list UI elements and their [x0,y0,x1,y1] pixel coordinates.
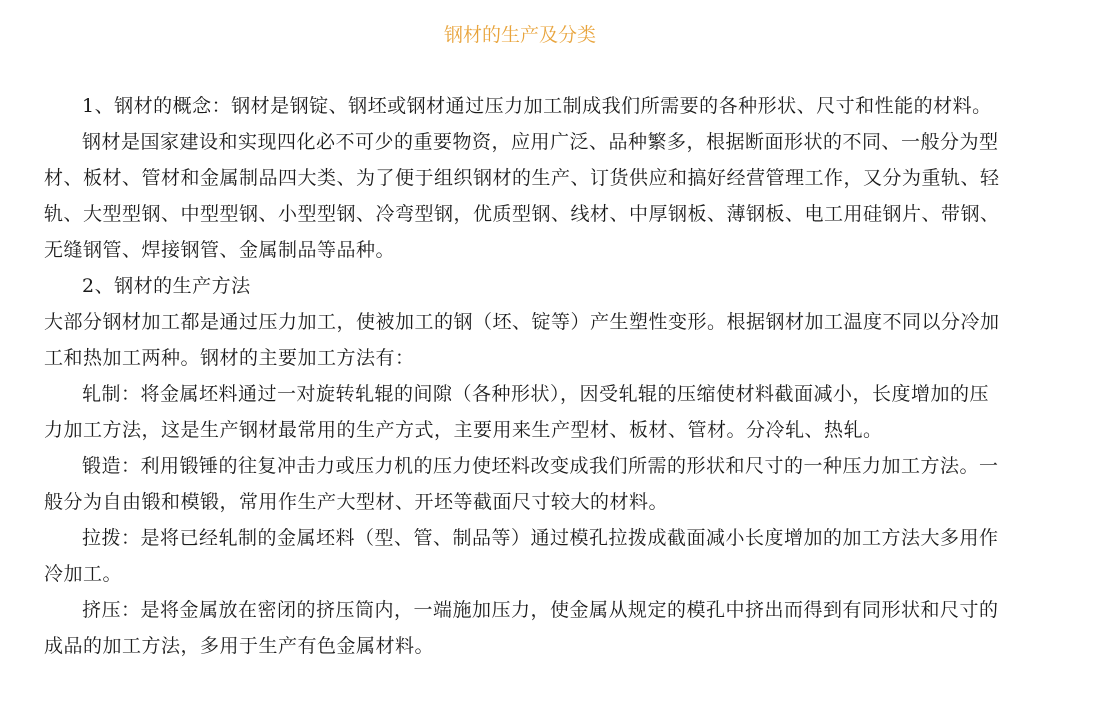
document-title: 钢材的生产及分类 [443,24,596,46]
paragraph-forging: 锻造：利用锻锤的往复冲击力或压力机的压力使坯料改变成我们所需的形状和尺寸的一种压力加工方法。一般分为自由锻和模锻，常用作生产大型材、开坯等截面尺寸较大的材料。 [44,455,999,513]
section-heading-production-methods: 2、钢材的生产方法 [82,275,251,297]
paragraph-production-intro: 大部分钢材加工都是通过压力加工，使被加工的钢（坯、锭等）产生塑性变形。根据钢材加工温度不同以分冷加工和热加工两种。钢材的主要加工方法有： [44,311,1000,369]
paragraph-concept: 1、钢材的概念：钢材是钢锭、钢坯或钢材通过压力加工制成我们所需要的各种形状、尺寸和性能的材料。 [82,95,992,117]
paragraph-drawing: 拉拨：是将已经轧制的金属坯料（型、管、制品等）通过模孔拉拨成截面减小长度增加的加工方法大多用作冷加工。 [44,527,999,585]
paragraph-classification: 钢材是国家建设和实现四化必不可少的重要物资，应用广泛、品种繁多，根据断面形状的不同、一般分为型材、板材、管材和金属制品四大类、为了便于组织钢材的生产、订货供应和搞好经营管理工作，又分为重轨、轻轨、大型型钢、中型型钢、小型型钢、冷弯型钢，优质型钢、线材、中厚钢板、薄钢板、电工用硅钢片、带钢、无缝钢管、焊接钢管、金属制品等品种。 [44,131,1000,261]
paragraph-extrusion: 挤压：是将金属放在密闭的挤压筒内，一端施加压力，使金属从规定的模孔中挤出而得到有同形状和尺寸的成品的加工方法，多用于生产有色金属材料。 [44,599,999,657]
paragraph-rolling: 轧制：将金属坯料通过一对旋转轧辊的间隙（各种形状），因受轧辊的压缩使材料截面减小，长度增加的压力加工方法，这是生产钢材最常用的生产方式，主要用来生产型材、板材、管材。分冷轧、热轧。 [44,383,990,441]
document-body [44,88,1004,664]
